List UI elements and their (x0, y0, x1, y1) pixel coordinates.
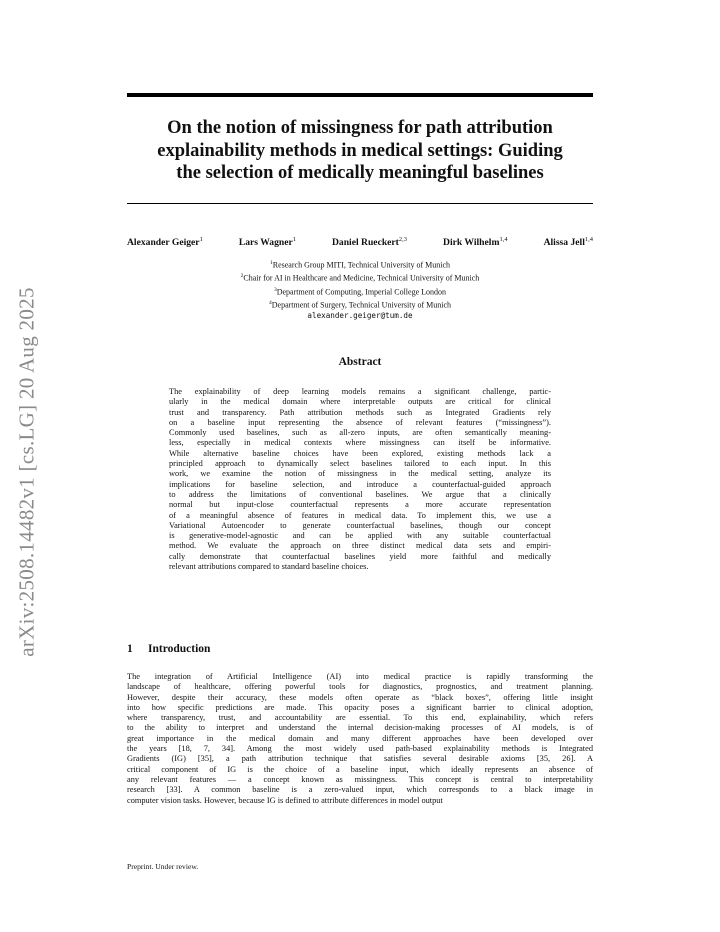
abstract-line: on a baseline input representing the absence of relevant features (“missingness”). (169, 417, 551, 427)
affiliation (127, 298, 593, 311)
author-name: Alexander Geiger (127, 237, 200, 249)
author-list (127, 236, 593, 248)
abstract-line: less, especially in medical contexts where missingness can itself be informative. (169, 438, 551, 448)
intro-line: the years [18, 7, 34]. Among the most widely used path-based explainability methods is Integrated (127, 744, 593, 754)
intro-line: into how specific predictions are made. This opacity poses a significant barrier to clinical adoption, (127, 702, 593, 712)
section-title: Introduction (148, 643, 211, 655)
abstract-line: principled approach to dynamically select baselines tailored to each input. In this (169, 459, 551, 469)
title-top-rule (127, 93, 593, 97)
title-line: the selection of medically meaningful baselines (176, 163, 544, 183)
author-name: Daniel Rueckert (332, 237, 399, 249)
abstract-line: Commonly used baselines, such as all-zero inputs, are often semantically meaning- (169, 428, 551, 438)
intro-line: great importance in the medical domain and many different approaches have been developed over (127, 733, 593, 743)
affiliation-text: Research Group MITI, Technical University of Munich (272, 260, 450, 270)
author-name: Dirk Wilhelm (443, 237, 500, 249)
abstract-line: to address the limitations of conventional baselines. We argue that a clinically (169, 489, 551, 499)
author (127, 236, 203, 248)
author (239, 236, 296, 248)
intro-line: landscape of healthcare, offering powerful tools for diagnostics, prognostics, and treatment planning. (127, 682, 593, 692)
affiliation-text: Department of Computing, Imperial College London (276, 287, 447, 297)
title-line: On the notion of missingness for path attribution (167, 118, 553, 138)
intro-line: research [33]. A common baseline is a zero-valued input, which corresponds to a black image in (127, 785, 593, 795)
abstract-line: ularly in the medical domain where interpretable outputs are critical for clinical (169, 397, 551, 407)
contact-email[interactable]: alexander.geiger@tum.de (307, 311, 413, 320)
intro-line: any relevant features — a concept known as missingness. This concept is central to interpretability (127, 774, 593, 784)
author (443, 236, 508, 248)
author-affil-mark: 1 (199, 236, 203, 243)
abstract-line: normal but input-close counterfactual represents a more accurate representation (169, 500, 551, 510)
paper-title (127, 117, 593, 185)
author-affil-mark: 1,4 (499, 236, 508, 243)
affiliation-text: Chair for AI in Healthcare and Medicine, Technical University of Munich (243, 273, 480, 283)
affiliation-mark: 3 (273, 286, 277, 293)
intro-line: computer vision tasks. However, because IG is defined to attribute differences in model output (127, 795, 443, 805)
abstract-line: cally demonstrate that counterfactual baselines yield more faithful and medically (169, 551, 551, 561)
abstract-line: While alternative baseline choices have been explored, existing methods lack a (169, 448, 551, 458)
abstract-line: is generative-model-agnostic and can be applied with any suitable counterfactual (169, 531, 551, 541)
intro-line: Gradients (IG) [35], a path attribution technique that satisfies several desirable axioms [35, 26]. A (127, 754, 593, 764)
abstract-heading: Abstract (338, 356, 382, 368)
author-name: Lars Wagner (238, 237, 293, 249)
abstract-line: work, we examine the notion of missingness in the medical setting, analyze its (169, 469, 551, 479)
affiliation-mark: 2 (240, 273, 244, 280)
intro-line: However, despite their accuracy, these models often operate as “black boxes”, offering little insight (127, 692, 593, 702)
intro-line: where transparency, trust, and accountability are essential. To this end, explainability, which refers (127, 713, 593, 723)
abstract-line: implications for baseline selection, and introduce a counterfactual-guided approach (169, 479, 551, 489)
preprint-footer: Preprint. Under review. (127, 862, 199, 871)
abstract-line: method. We evaluate the approach on three distinct medical data sets and empiri- (169, 541, 551, 551)
affiliation (127, 285, 593, 298)
arxiv-side-stamp (12, 262, 42, 682)
author-affil-mark: 1 (292, 236, 296, 243)
section-heading (127, 643, 210, 655)
section-number: 1 (127, 643, 133, 655)
intro-line: critical component of IG is the choice of a baseline input, which ideally represents an absence of (127, 764, 593, 774)
author-name: Alissa Jell (543, 237, 585, 249)
affiliation (127, 271, 593, 284)
affiliation-mark: 4 (269, 299, 272, 306)
intro-line: to the ability to interpret and understand the internal decision-making processes of AI models, is of (127, 723, 593, 733)
abstract-body (169, 387, 551, 572)
abstract-line: of a meaningful absence of features in medical data. To implement this, we use a (169, 510, 551, 520)
abstract-line: relevant attributions compared to standard baseline choices. (169, 562, 369, 572)
abstract-line: Variational Autoencoder to generate counterfactual baselines, though our concept (169, 520, 551, 530)
abstract-line: The explainability of deep learning models remains a significant challenge, partic- (169, 387, 551, 396)
introduction-body (127, 672, 593, 806)
abstract-line: trust and transparency. Path attribution methods such as Integrated Gradients rely (169, 407, 551, 417)
title-bottom-rule (127, 203, 593, 204)
author-affil-mark: 2,3 (398, 236, 408, 243)
author (332, 236, 407, 248)
author-affil-mark: 1,4 (584, 236, 593, 243)
author (544, 236, 593, 248)
affiliation-text: Department of Surgery, Technical University of Munich (271, 300, 451, 310)
affiliation-mark: 1 (270, 260, 273, 266)
arxiv-id-text: arXiv:2508.14482v1 [cs.LG] 20 Aug 2025 (14, 287, 39, 657)
affiliation-block (127, 258, 593, 322)
intro-line: The integration of Artificial Intelligence (AI) into medical practice is rapidly transforming the (127, 672, 593, 681)
affiliation (127, 258, 593, 271)
title-line: explainability methods in medical settings: Guiding (157, 140, 563, 161)
